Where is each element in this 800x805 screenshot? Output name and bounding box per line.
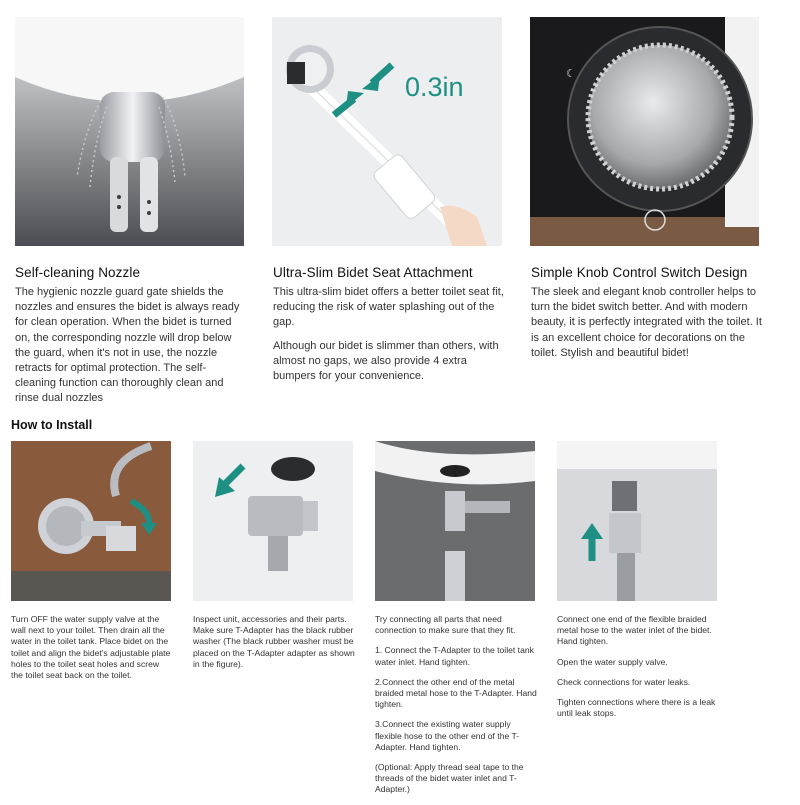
step-paragraph: (Optional: Apply thread seal tape to the threads of the bidet water inlet and T-Adapter.) — [375, 762, 524, 795]
step-paragraph: Inspect unit, accessories and their parts. Make sure T-Adapter has the black rubber washer (The black rubber washer must be placed on the T-Adapter adapter as shown in the figure). — [193, 614, 355, 669]
step-paragraph: 2.Connect the other end of the metal braided metal hose to the T-Adapter. Hand tighten. — [375, 676, 537, 710]
step-paragraph: 1. Connect the T-Adapter to the toilet tank water inlet. Hand tighten. — [375, 645, 534, 667]
step-paragraph: Try connecting all parts that need connection to make sure that they fit. — [375, 614, 516, 636]
feature-paragraph: The sleek and elegant knob controller helps to turn the bidet switch better. And with modern beauty, it is perfectly integrated with the toilet. It is an excellent choice for decorations on the toilet. Stylish and beautiful bidet! — [531, 286, 762, 359]
install-step-1 — [11, 614, 173, 690]
step-2-photo — [193, 441, 353, 601]
feature-paragraph: Although our bidet is slimmer than others, with almost no gaps, we also provide 4 extra bumpers for your convenience. — [273, 339, 499, 383]
slim-attachment-photo — [272, 17, 502, 246]
feature-paragraph: The hygienic nozzle guard gate shields the nozzles and ensures the bidet is always ready for clean operation. When the bidet is turned on, the corresponding nozzle will drop below the guard, when it's not in use, the nozzle retracts for optimal protection. The self-cleaning function can thoroughly clean and rinse dual nozzles — [15, 286, 240, 405]
feature-title-knob: Simple Knob Control Switch Design — [531, 265, 748, 280]
feature-title-self-cleaning: Self-cleaning Nozzle — [15, 265, 141, 280]
knob-photo — [530, 17, 759, 246]
step-paragraph: Connect one end of the flexible braided metal hose to the water inlet of the bidet. Hand tighten. — [557, 614, 712, 647]
install-step-3 — [375, 614, 537, 805]
step-paragraph: Open the water supply valve. — [557, 656, 668, 667]
nozzle-photo — [15, 17, 244, 246]
install-heading: How to Install — [11, 418, 93, 432]
feature-body-ultra-slim — [273, 285, 505, 392]
feature-title-ultra-slim: Ultra-Slim Bidet Seat Attachment — [273, 265, 473, 280]
arrow-icon — [332, 61, 402, 121]
feature-paragraph: This ultra-slim bidet offers a better toilet seat fit, reducing the risk of water splashing out of the gap. — [273, 286, 504, 329]
step-3-photo — [375, 441, 535, 601]
step-paragraph: 3.Connect the existing water supply flexible hose to the other end of the T-Adapter. Hand tighten. — [375, 719, 520, 752]
step-paragraph: Tighten connections where there is a leak until leak stops. — [557, 697, 716, 719]
install-step-2 — [193, 614, 355, 679]
svg-text:☾: ☾ — [566, 67, 576, 80]
feature-body-self-cleaning — [15, 285, 247, 415]
step-4-photo — [557, 441, 717, 601]
install-step-4 — [557, 614, 719, 728]
step-paragraph: Turn OFF the water supply valve at the wall next to your toilet. Then drain all the water in the toilet tank. Place bidet on the toilet and align the bidet's adjustable plate holes to the toilet seat holes and screw the toilet seat back on the toilet. — [11, 614, 171, 681]
step-paragraph: Check connections for water leaks. — [557, 676, 691, 687]
thickness-label: 0.3in — [405, 72, 464, 102]
step-1-photo — [11, 441, 171, 601]
feature-body-knob — [531, 285, 763, 369]
